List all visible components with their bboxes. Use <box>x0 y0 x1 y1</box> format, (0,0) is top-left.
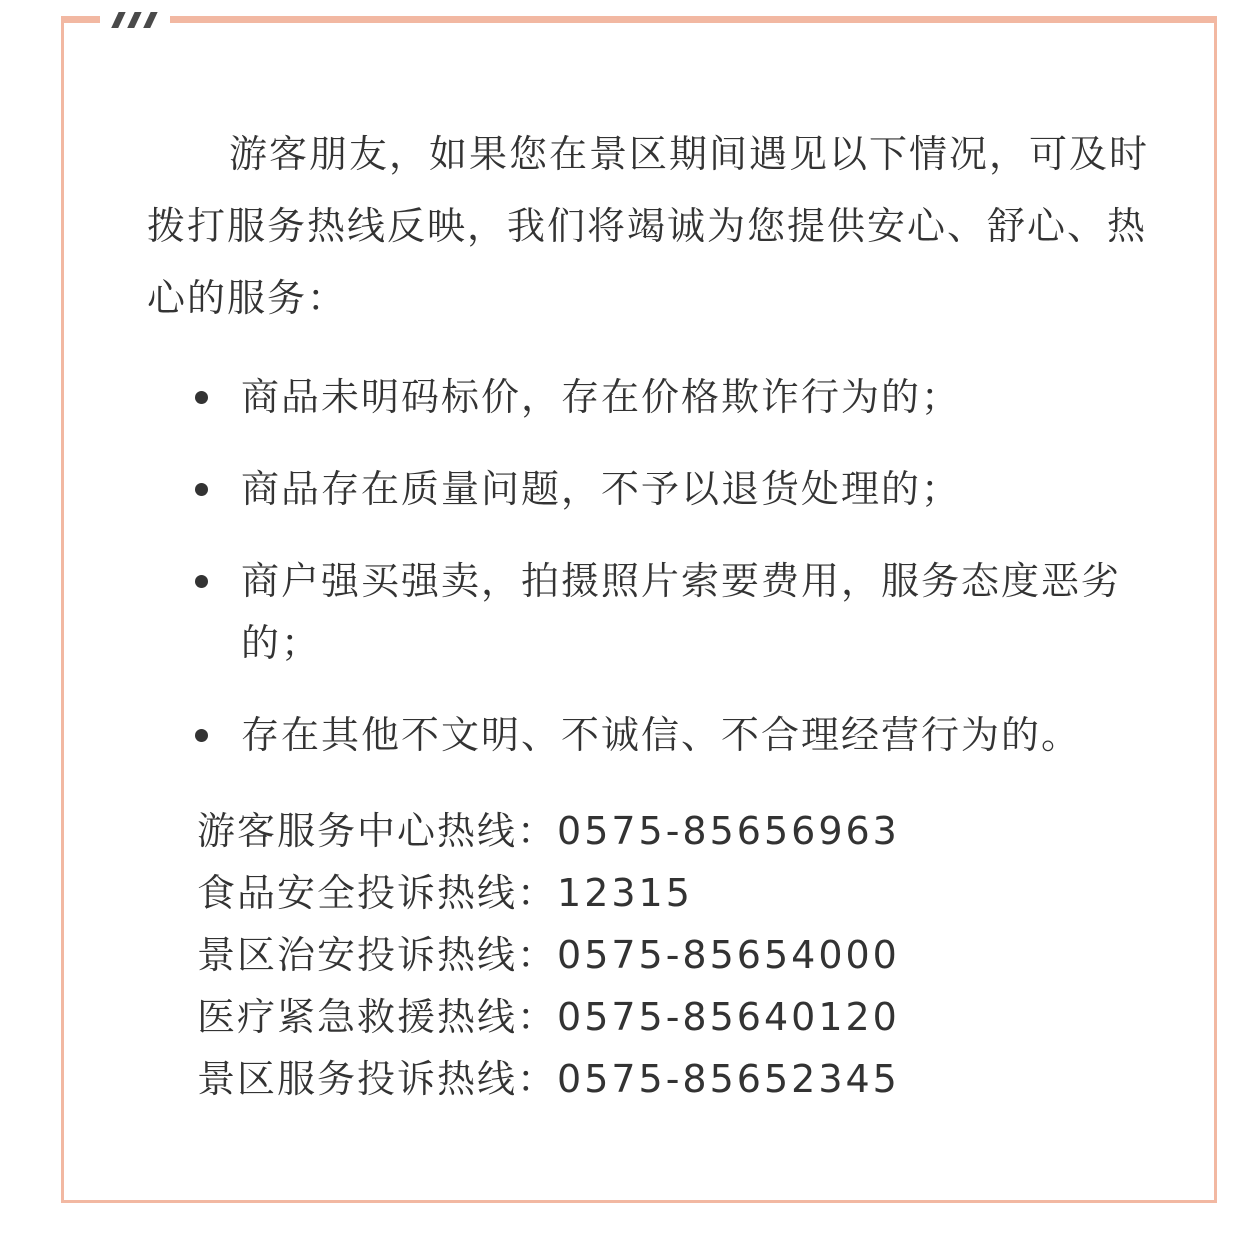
hotline-row <box>197 986 1097 1048</box>
hotline-number: 12315 <box>557 871 693 915</box>
stripe <box>124 12 142 28</box>
list-item-text: 存在其他不文明、不诚信、不合理经营行为的。 <box>241 713 1082 757</box>
list-item-text: 商品未明码标价，存在价格欺诈行为的； <box>241 375 962 419</box>
list-item-text: 商户强买强卖，拍摄照片索要费用，服务态度恶劣的； <box>241 559 1122 665</box>
hotline-row <box>197 862 1097 924</box>
bullet-icon <box>195 483 208 496</box>
stripe <box>140 12 158 28</box>
hotline-number: 0575-85652345 <box>557 1057 900 1101</box>
hotline-row <box>197 800 1097 862</box>
list-item-text: 商品存在质量问题，不予以退货处理的； <box>241 467 962 511</box>
bullet-icon <box>195 729 208 742</box>
hotline-number: 0575-85654000 <box>557 933 900 977</box>
stripe <box>108 12 126 28</box>
bullet-icon <box>195 575 208 588</box>
hotline-label: 医疗紧急救援热线： <box>197 995 558 1039</box>
hotline-label: 游客服务中心热线： <box>197 809 558 853</box>
list-item <box>193 704 1183 766</box>
intro-paragraph: 游客朋友，如果您在景区期间遇见以下情况，可及时拨打服务热线反映，我们将竭诚为您提供安心、舒心、热心的服务： <box>147 132 1150 320</box>
hotline-label: 景区治安投诉热线： <box>197 933 558 977</box>
decorative-stripes <box>100 12 170 28</box>
hotline-row <box>197 924 1097 986</box>
hotline-row <box>197 1048 1097 1110</box>
bullet-icon <box>195 391 208 404</box>
hotline-label: 食品安全投诉热线： <box>197 871 558 915</box>
list-item <box>193 366 1183 428</box>
hotline-number: 0575-85640120 <box>557 995 900 1039</box>
hotline-label: 景区服务投诉热线： <box>197 1057 558 1101</box>
hotline-list <box>197 800 1097 1110</box>
list-item <box>193 550 1183 674</box>
hotline-number: 0575-85656963 <box>557 809 900 853</box>
list-item <box>193 458 1183 520</box>
situation-list <box>193 366 1183 796</box>
